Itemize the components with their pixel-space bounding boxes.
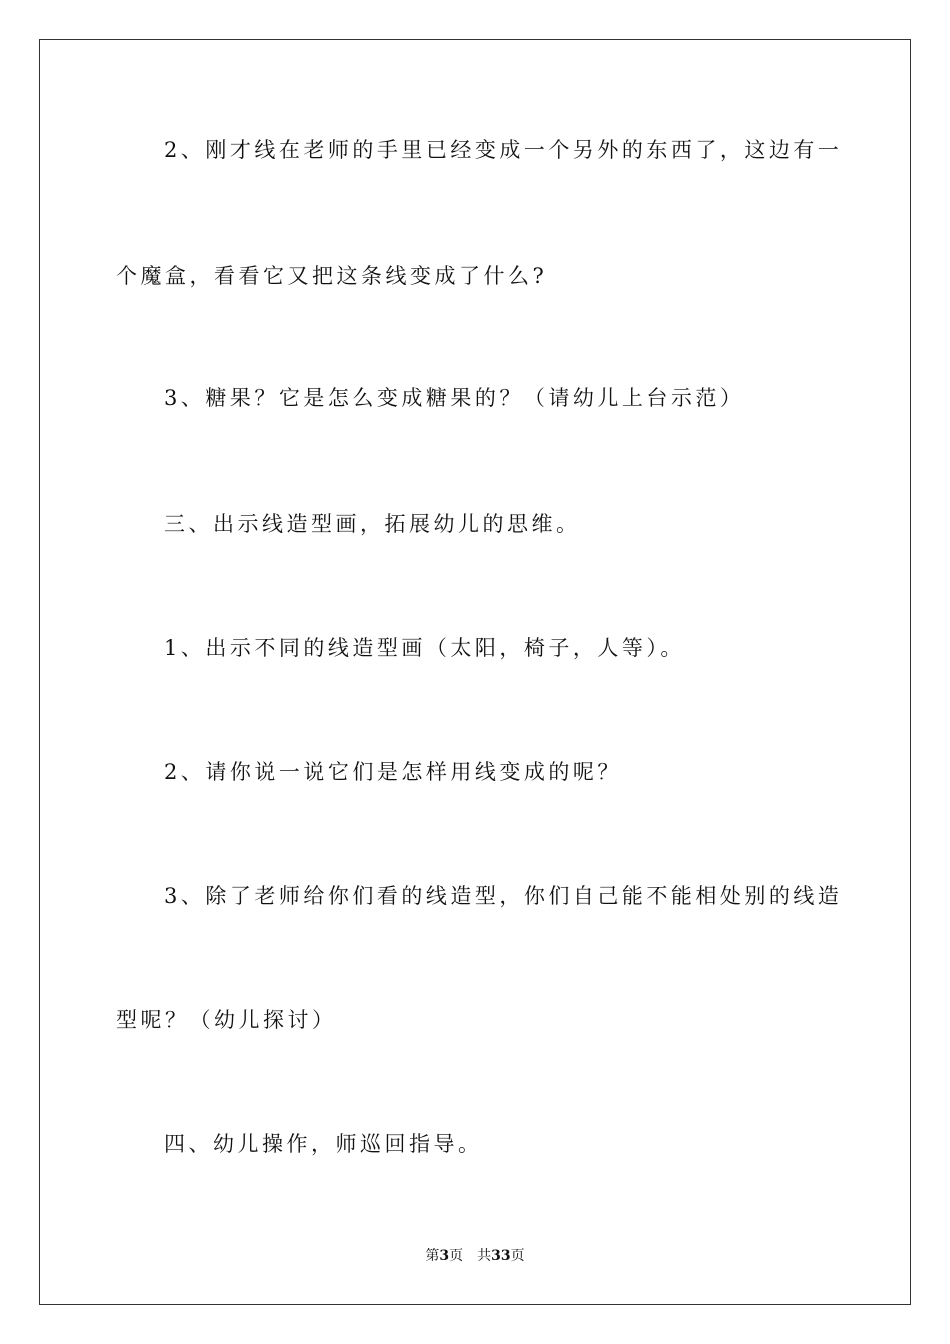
page-suffix: 页 [449, 1248, 464, 1264]
page-frame [39, 39, 911, 1305]
page-prefix: 第 [425, 1248, 440, 1264]
paragraph-line: 3、除了老师给你们看的线造型，你们自己能不能相处别的线造 [164, 884, 843, 908]
paragraph-line: 3、糖果？它是怎么变成糖果的？（请幼儿上台示范） [164, 386, 745, 410]
section-heading: 三、出示线造型画，拓展幼儿的思维。 [164, 512, 581, 536]
paragraph-line: 个魔盒，看看它又把这条线变成了什么? [116, 264, 548, 288]
total-pages: 33 [491, 1248, 511, 1264]
section-heading: 四、幼儿操作，师巡回指导。 [164, 1132, 483, 1156]
paragraph-line: 2、请你说一说它们是怎样用线变成的呢？ [164, 760, 622, 784]
total-suffix: 页 [510, 1248, 525, 1264]
page-number: 3 [439, 1248, 450, 1264]
paragraph-line: 2、刚才线在老师的手里已经变成一个另外的东西了，这边有一 [164, 138, 843, 162]
page-footer [0, 1246, 950, 1266]
paragraph-line: 型呢？（幼儿探讨） [116, 1008, 337, 1032]
paragraph-line: 1、出示不同的线造型画（太阳，椅子，人等）。 [164, 636, 685, 660]
total-prefix: 共 [477, 1248, 492, 1264]
